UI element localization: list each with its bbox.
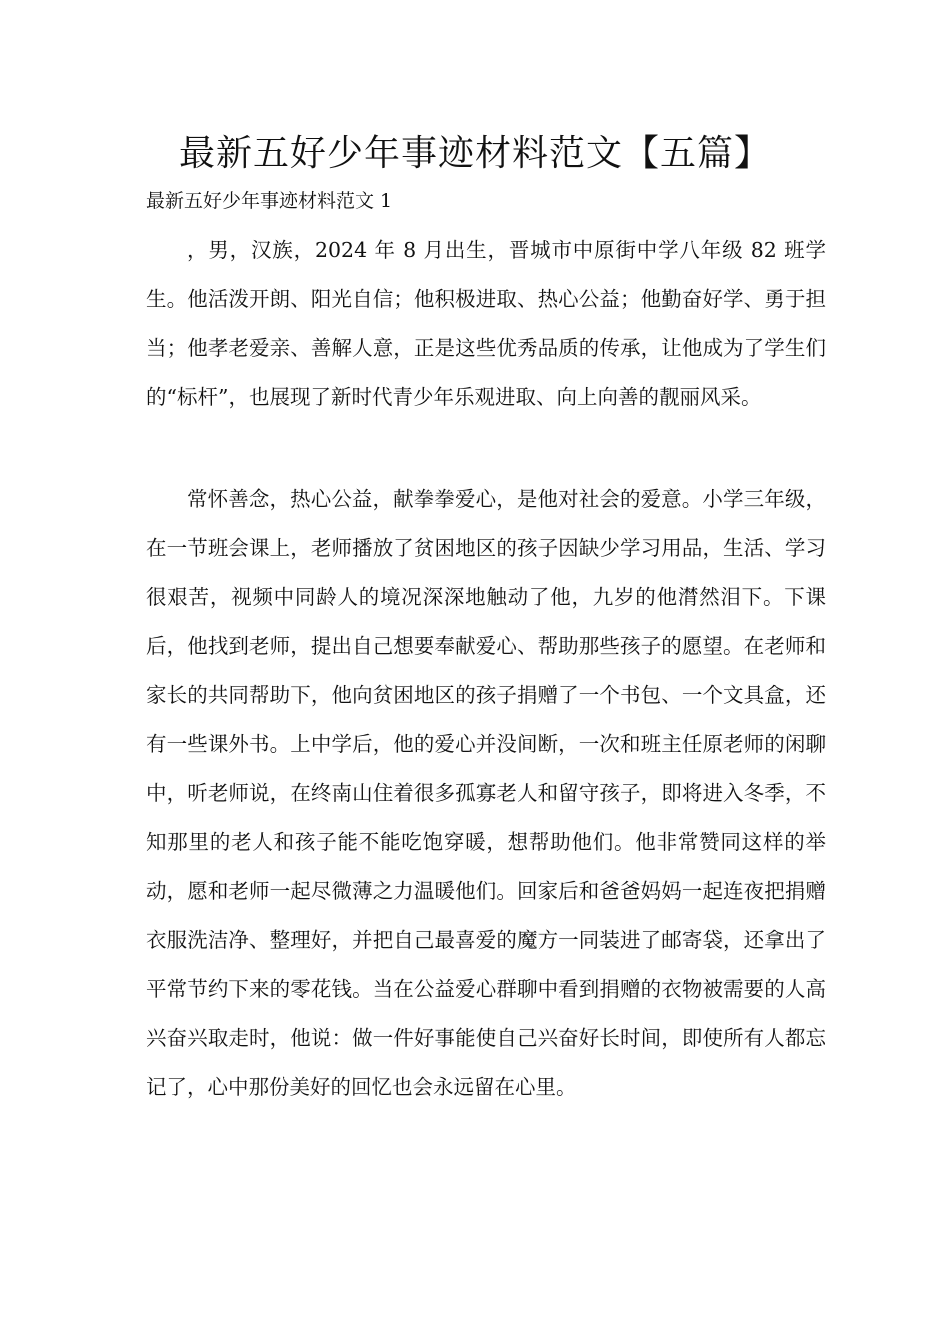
document-title: 最新五好少年事迹材料范文【五篇】 (178, 133, 771, 174)
section-heading: 最新五好少年事迹材料范文 1 (146, 190, 393, 212)
paragraph-2: 常怀善念，热心公益，献拳拳爱心，是他对社会的爱意。小学三年级，在一节班会课上，老师播放了贫困地区的孩子因缺少学习用品，生活、学习很艰苦，视频中同龄人的境况深深地触动了他，九岁的他潸然泪下。下课后，他找到老师，提出自己想要奉献爱心、帮助那些孩子的愿望。在老师和家长的共同帮助下，他向贫困地区的孩子捐赠了一个书包、一个文具盒，还有一些课外书。上中学后，他的爱心并没间断，一次和班主任原老师的闲聊中，听老师说，在终南山住着很多孤寡老人和留守孩子，即将进入冬季，不知那里的老人和孩子能不能吃饱穿暖，想帮助他们。他非常赞同这样的举动，愿和老师一起尽微薄之力温暖他们。回家后和爸爸妈妈一起连夜把捐赠衣服洗洁净、整理好，并把自己最喜爱的魔方一同装进了邮寄袋，还拿出了平常节约下来的零花钱。当在公益爱心群聊中看到捐赠的衣物被需要的人高兴奋兴取走时，他说：做一件好事能使自己兴奋好长时间，即使所有人都忘记了，心中那份美好的回忆也会永远留在心里。 (146, 487, 826, 1099)
paragraph-1: ，男，汉族，2024 年 8 月出生，晋城市中原街中学八年级 82 班学生。他活泼开朗、阳光自信；他积极进取、热心公益；他勤奋好学、勇于担当；他孝老爱亲、善解人意，正是这些优秀品质的传承，让他成为了学生们的“标杆”，也展现了新时代青少年乐观进取、向上向善的靓丽风采。 (146, 238, 826, 409)
